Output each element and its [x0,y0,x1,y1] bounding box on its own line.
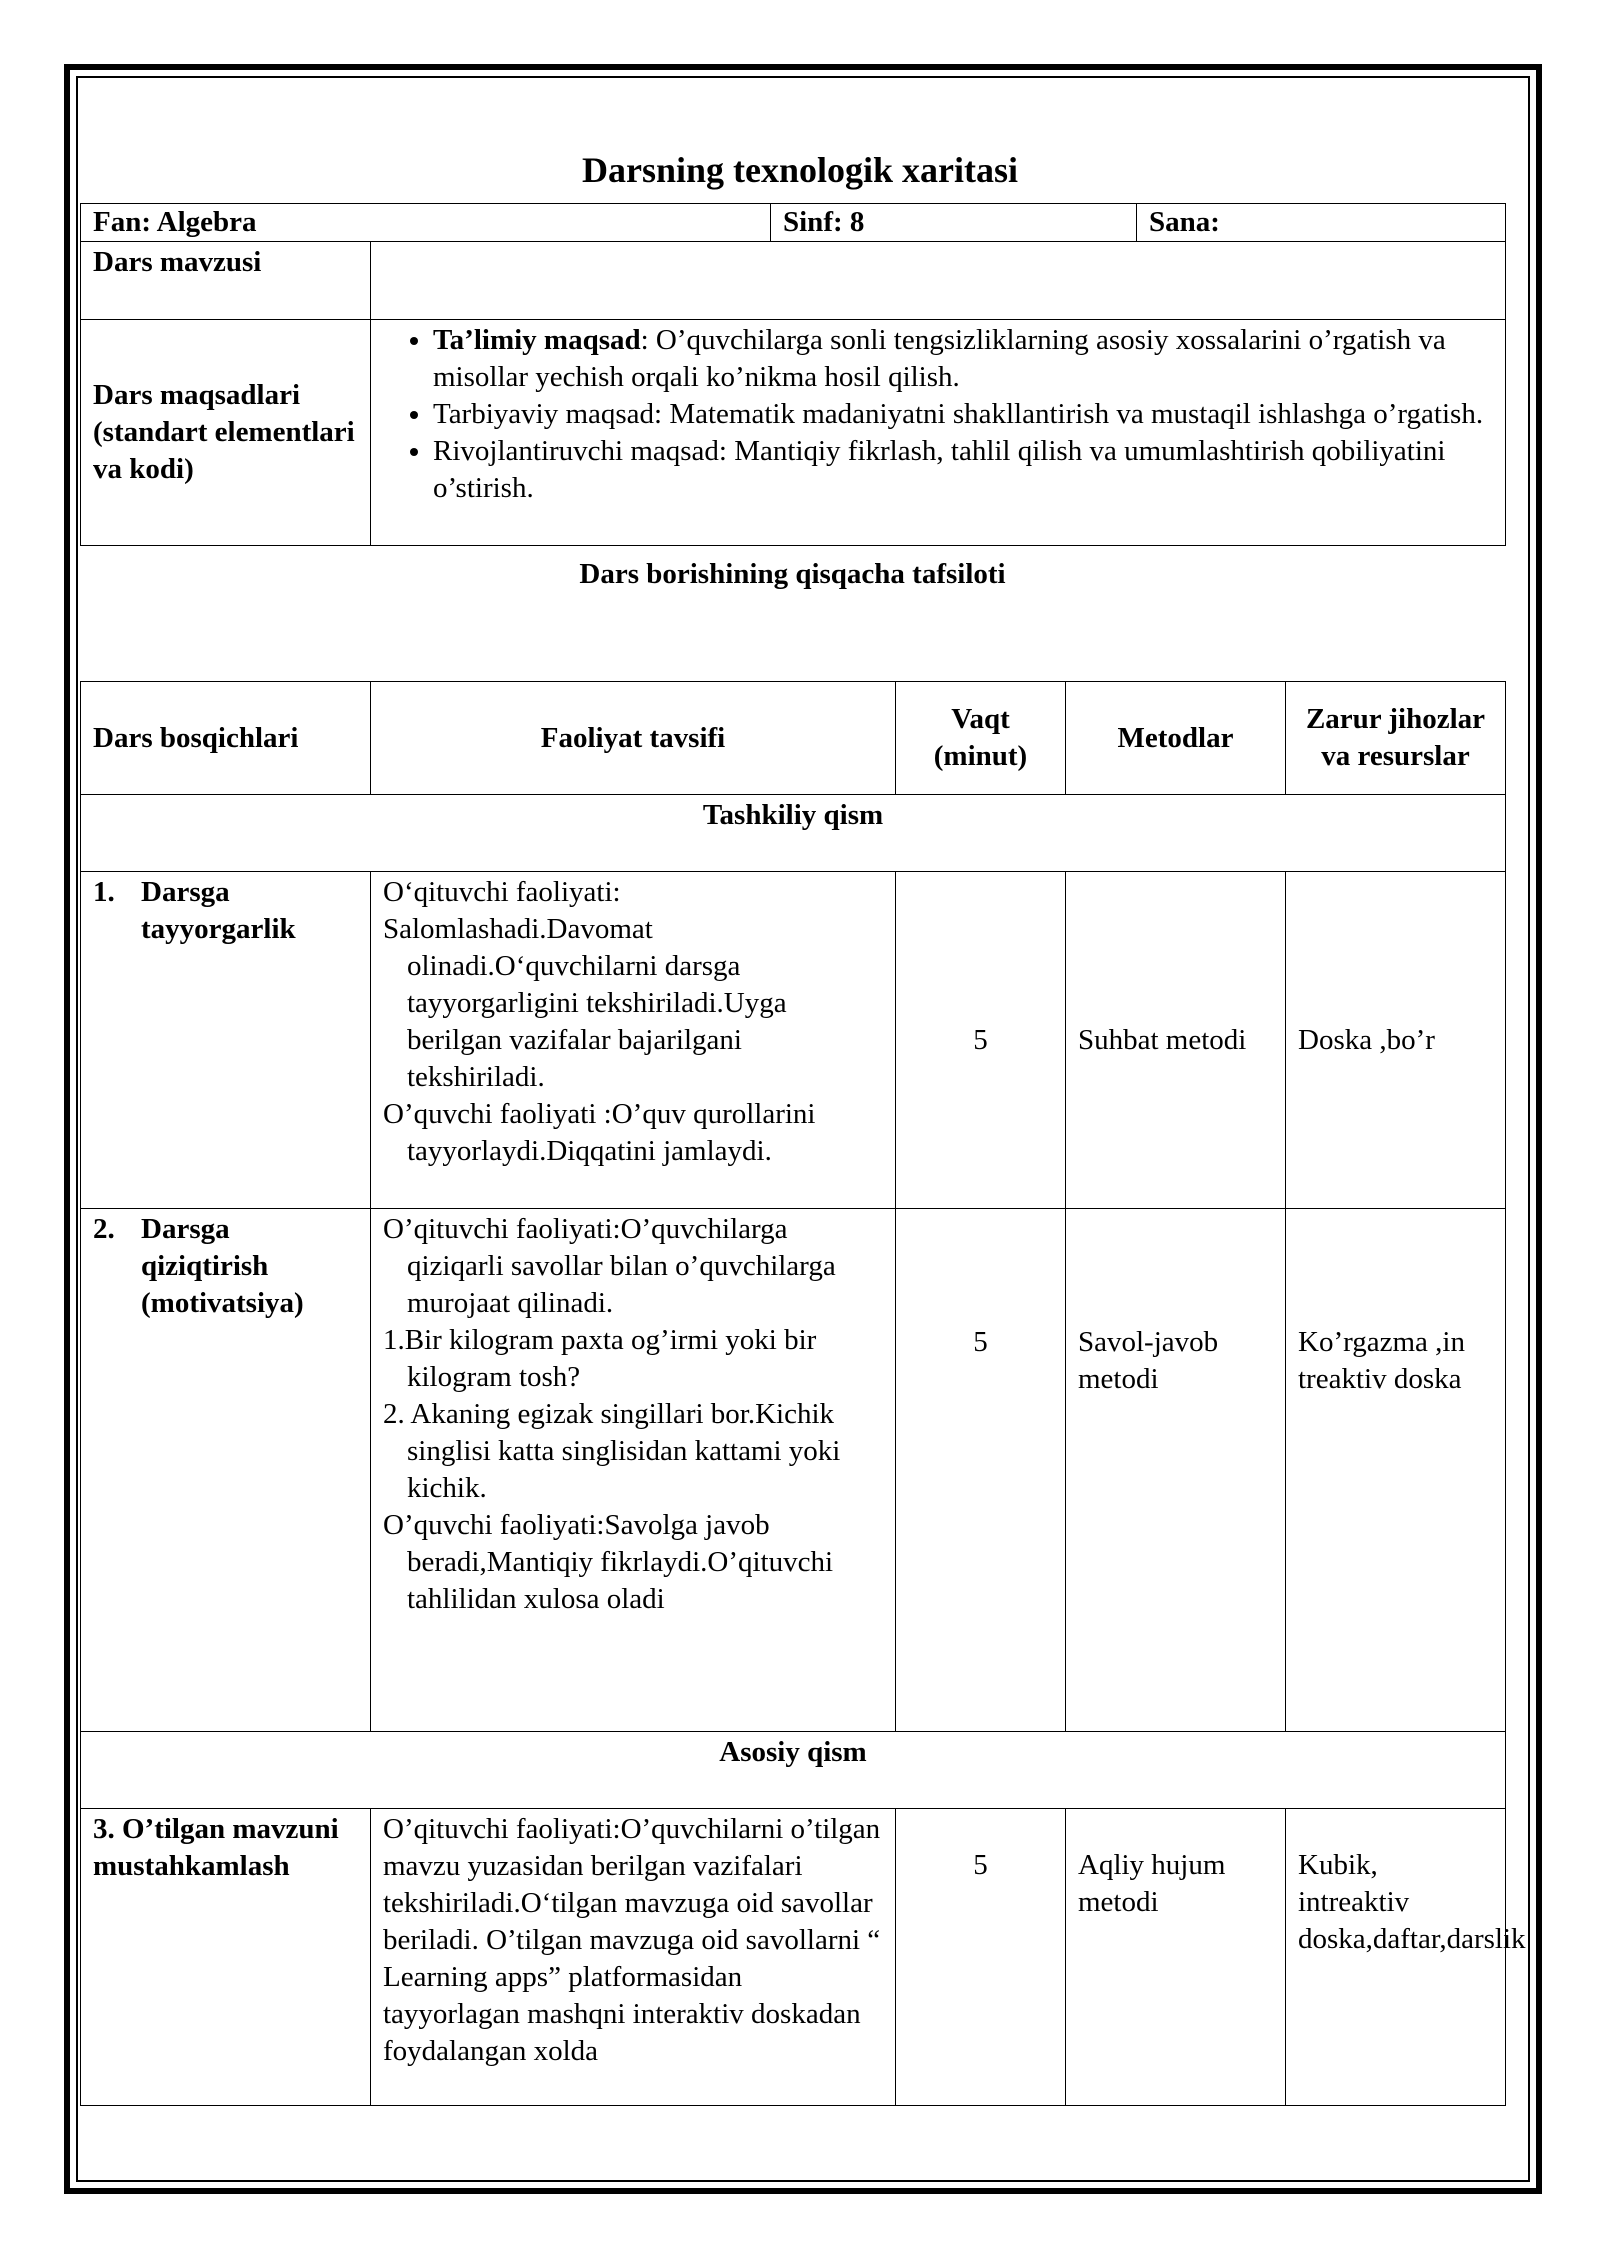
column-header-row [81,682,1506,795]
time-cell: 5 [896,1809,1066,2106]
document-title: Darsning texnologik xaritasi [581,150,1019,190]
method-cell: Aqliy hujum metodi [1066,1809,1286,2106]
stage-number: 3. [93,1813,115,1845]
activity-line: O’quvchi faoliyati:Savolga javob beradi,Mantiqiy fikrlaydi.O’qituvchi tahlilidan xulosa oladi [383,1509,834,1615]
method-cell: Savol-javob metodi [1066,1209,1286,1732]
lesson-table [80,681,1526,2106]
activity-line: 1.Bir kilogram paxta og’irmi yoki bir kilogram tosh? [383,1324,817,1393]
table-row [81,872,1506,1209]
sinf-cell: Sinf: 8 [771,204,1137,242]
activity-line: Salomlashadi.Davomat olinadi.O‘quvchilarni darsga tayyorgarligini tekshiriladi.Uyga berilgan vazifalar bajarilgani tekshiriladi. [383,913,787,1093]
maqsad-item-tarbiyaviy: • Tarbiyaviy maqsad: Matematik madaniyatni shakllantirish va mustaqil ishlashga o’rgatish. [433,396,1493,433]
maqsad-item-rivojlantiruvchi: • Rivojlantiruvchi maqsad: Mantiqiy fikrlash, tahlil qilish va umumlashtirish qobiliyatini o’stirish. [433,433,1493,507]
stage-cell [81,1209,371,1732]
stage-number: 2. [93,1213,115,1245]
section-row-asosiy [81,1732,1506,1809]
resources-cell: Doska ,bo’r [1286,872,1506,1209]
section-asosiy: Asosiy qism [81,1732,1506,1809]
maqsad-label: Dars maqsadlari (standart elementlari va kodi) [81,320,371,546]
section-tashkiliy: Tashkiliy qism [81,795,1506,872]
stage-cell [81,872,371,1209]
mavzu-label: Dars mavzusi [81,242,371,320]
mavzu-value [371,242,1506,320]
activity-line: O‘qituvchi faoliyati: [383,876,621,908]
resources-cell: Kubik, intreaktiv doska,daftar,darslik [1286,1809,1506,2106]
activity-cell [371,1809,896,2106]
stage-name: Darsga tayyorgarlik [141,876,296,945]
maqsad-list [371,322,1493,507]
activity-cell [371,1209,896,1732]
time-cell: 5 [896,872,1066,1209]
col-header-bosqich: Dars bosqichlari [81,682,371,795]
activity-line: O’qituvchi faoliyati:O’quvchilarni o’tilgan mavzu yuzasidan berilgan vazifalari tekshiriladi.O‘tilgan mavzuga oid savollar beriladi. O’tilgan mavzuga oid savollarni “ Learning apps” platformasidan tayyorlagan mashqni interaktiv doskadan foydalangan xolda [383,1813,881,2067]
time-cell: 5 [896,1209,1066,1732]
stage-cell [81,1809,371,2106]
col-header-metodlar: Metodlar [1066,682,1286,795]
method-cell: Suhbat metodi [1066,872,1286,1209]
table-row [81,1809,1506,2106]
activity-line: O’qituvchi faoliyati:O’quvchilarga qiziqarli savollar bilan o’quvchilarga murojaat qilinadi. [383,1213,836,1319]
stage-number: 1. [93,876,115,908]
fan-cell: Fan: Algebra [81,204,771,242]
goals-table [80,241,1506,546]
borish-title: Dars borishining qisqacha tafsiloti [579,558,1006,590]
activity-cell [371,872,896,1209]
sana-cell: Sana: [1137,204,1506,242]
table-row [81,1209,1506,1732]
activity-line: O’quvchi faoliyati :O’quv qurollarini tayyorlaydi.Diqqatini jamlaydi. [383,1098,816,1167]
maqsad-item-talimiy: • Ta’limiy maqsad: O’quvchilarga sonli tengsizliklarning asosiy xossalarini o’rgatish va misollar yechish orqali ko’nikma hosil qilish. [433,322,1493,396]
stage-name: O’tilgan mavzuni mustahkamlash [93,1813,339,1882]
resources-cell: Ko’rgazma ,in treaktiv doska [1286,1209,1506,1732]
col-header-vaqt: Vaqt (minut) [896,682,1066,795]
activity-line: 2. Akaning egizak singillari bor.Kichik singlisi katta singlisidan kattami yoki kichik. [383,1398,841,1504]
header-table [80,203,1506,242]
col-header-jihozlar: Zarur jihozlar va resurslar [1286,682,1506,795]
stage-name: Darsga qiziqtirish (motivatsiya) [141,1213,304,1319]
section-row-tashkiliy [81,795,1506,872]
maqsad-list-cell [371,320,1506,546]
col-header-faoliyat: Faoliyat tavsifi [371,682,896,795]
